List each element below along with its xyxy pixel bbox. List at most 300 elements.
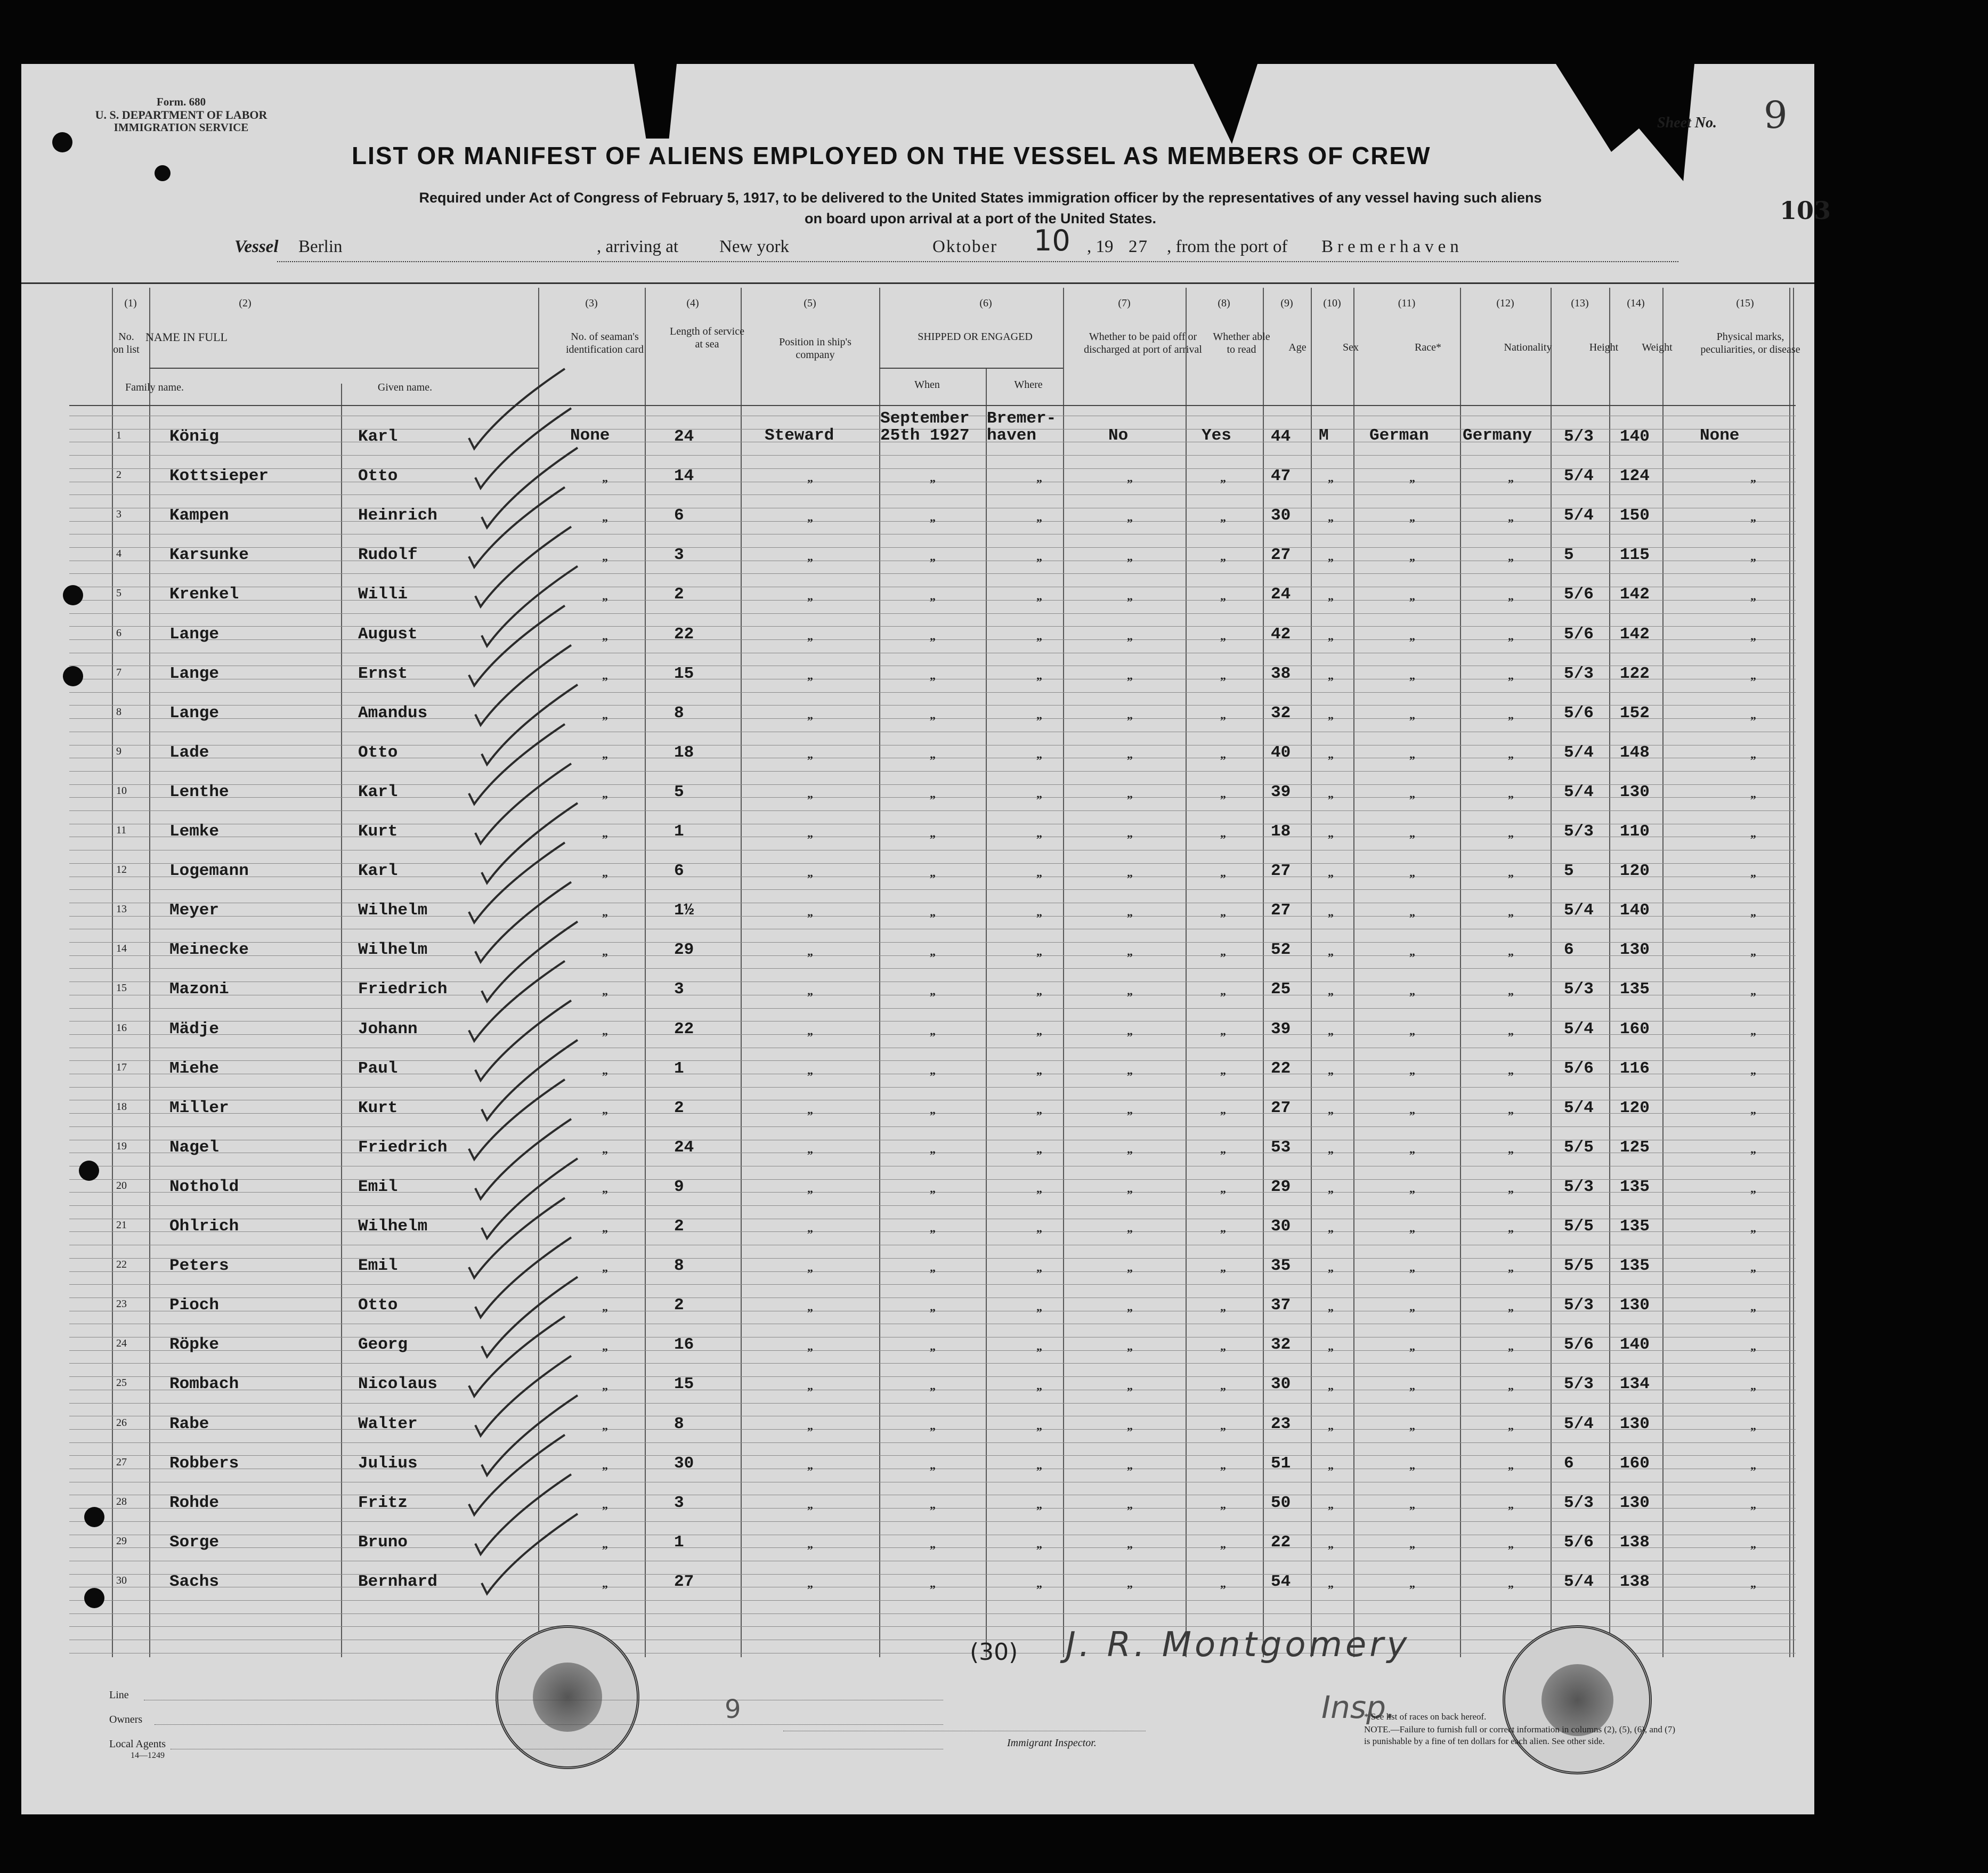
- ditto-card: „: [602, 1497, 608, 1511]
- row-number: 23: [116, 1298, 127, 1310]
- column-number: (6): [979, 297, 992, 309]
- label: Vessel: [234, 237, 279, 256]
- ditto-read: „: [1220, 1024, 1226, 1037]
- age: 39: [1271, 782, 1291, 801]
- column-number: (4): [686, 297, 699, 309]
- departure-port: Bremerhaven: [1321, 237, 1463, 256]
- sheet-number: 9: [1764, 93, 1788, 137]
- age: 47: [1271, 467, 1291, 486]
- weight: 130: [1620, 1296, 1650, 1315]
- height: 5/4: [1564, 1098, 1594, 1117]
- check-mark: [469, 1198, 565, 1278]
- ditto-race: „: [1409, 589, 1415, 603]
- ditto-card: „: [602, 1181, 608, 1195]
- ditto-when: „: [930, 1576, 936, 1590]
- age: 27: [1271, 1098, 1291, 1117]
- ditto-marks: „: [1750, 510, 1756, 524]
- given-name: Walter: [358, 1414, 418, 1433]
- height: 5/3: [1564, 664, 1594, 683]
- height: 5/4: [1564, 1019, 1594, 1039]
- ditto-nationality: „: [1508, 1102, 1514, 1116]
- consulate-seal: [496, 1625, 639, 1769]
- ditto-nationality: „: [1508, 1261, 1514, 1275]
- age: 54: [1271, 1572, 1291, 1591]
- ditto-marks: „: [1750, 708, 1756, 721]
- weight: 148: [1620, 743, 1650, 762]
- ditto-card: „: [602, 668, 608, 682]
- ditto-read: „: [1220, 1181, 1226, 1195]
- given-name: Otto: [358, 467, 398, 486]
- height: 5/6: [1564, 625, 1594, 644]
- height: 5/3: [1564, 1177, 1594, 1196]
- ditto-when: „: [930, 1102, 936, 1116]
- manifest-sheet: [21, 64, 1831, 1814]
- first-row-paid-off: No: [1108, 426, 1129, 445]
- ditto-where: „: [1036, 1537, 1042, 1551]
- ditto-position: „: [807, 1181, 813, 1195]
- ditto-card: „: [602, 1576, 608, 1590]
- ditto-sex: „: [1328, 747, 1334, 761]
- ditto-nationality: „: [1508, 510, 1514, 524]
- row-number: 17: [116, 1061, 127, 1073]
- family-name: Lange: [169, 625, 220, 644]
- family-name: Sachs: [169, 1572, 220, 1591]
- form-code: 14—1249: [131, 1751, 165, 1760]
- family-name: Meinecke: [169, 940, 249, 960]
- length-service: 6: [674, 862, 684, 881]
- ditto-read: „: [1220, 1340, 1226, 1353]
- height: 6: [1564, 940, 1574, 960]
- height: 5/3: [1564, 427, 1594, 446]
- col-able-read: Whether able to read: [1213, 331, 1270, 355]
- first-row-race: German: [1369, 426, 1429, 445]
- height: 6: [1564, 1454, 1574, 1473]
- check-mark: [469, 961, 565, 1041]
- column-number: (15): [1736, 297, 1754, 309]
- ditto-card: „: [602, 984, 608, 998]
- ditto-position: „: [807, 1576, 813, 1590]
- ditto-paid-off: „: [1127, 905, 1133, 919]
- ditto-where: „: [1036, 1261, 1042, 1275]
- ditto-where: „: [1036, 550, 1042, 564]
- ditto-marks: „: [1750, 945, 1756, 959]
- length-service: 2: [674, 1296, 684, 1315]
- ditto-nationality: „: [1508, 708, 1514, 721]
- punch-hole: [79, 1161, 99, 1181]
- ditto-card: „: [602, 1537, 608, 1551]
- length-service: 8: [674, 1414, 684, 1433]
- given-name: Karl: [358, 862, 398, 881]
- ditto-paid-off: „: [1127, 1379, 1133, 1393]
- ditto-position: „: [807, 1379, 813, 1393]
- ditto-position: „: [807, 1024, 813, 1037]
- note-penalty: NOTE.—Failure to furnish full or correct information in columns (2), (5), (6), and (7): [1364, 1724, 1675, 1734]
- ditto-read: „: [1220, 905, 1226, 919]
- first-row-sex: M: [1319, 426, 1329, 445]
- family-name: Kampen: [169, 506, 229, 525]
- ditto-where: „: [1036, 787, 1042, 800]
- ditto-where: „: [1036, 826, 1042, 840]
- given-name: Emil: [358, 1177, 398, 1196]
- check-mark: [475, 1001, 571, 1081]
- ditto-marks: „: [1750, 1379, 1756, 1393]
- ditto-sex: „: [1328, 1379, 1334, 1393]
- ditto-marks: „: [1750, 1340, 1756, 1353]
- given-name: Rudolf: [358, 546, 418, 565]
- ditto-race: „: [1409, 1340, 1415, 1353]
- ditto-paid-off: „: [1127, 1300, 1133, 1314]
- row-number: 15: [116, 982, 127, 994]
- ditto-when: „: [930, 589, 936, 603]
- col-weight: Weight: [1642, 342, 1673, 353]
- col-position: Position in ship's company: [779, 336, 851, 361]
- punch-hole: [63, 585, 83, 605]
- ditto-paid-off: „: [1127, 1418, 1133, 1432]
- note-races: * See list of races on back hereof.: [1364, 1712, 1487, 1722]
- age: 27: [1271, 862, 1291, 881]
- age: 23: [1271, 1414, 1291, 1433]
- weight: 135: [1620, 1256, 1650, 1276]
- ditto-read: „: [1220, 1458, 1226, 1472]
- ditto-marks: „: [1750, 668, 1756, 682]
- ditto-position: „: [807, 589, 813, 603]
- ditto-paid-off: „: [1127, 668, 1133, 682]
- length-service: 1: [674, 1059, 684, 1078]
- given-name: Bernhard: [358, 1572, 437, 1591]
- ditto-card: „: [602, 787, 608, 800]
- family-name: Miehe: [169, 1059, 220, 1078]
- ditto-card: „: [602, 589, 608, 603]
- ditto-nationality: „: [1508, 1300, 1514, 1314]
- age: 30: [1271, 506, 1291, 525]
- ditto-race: „: [1409, 510, 1415, 524]
- first-row-read: Yes: [1202, 426, 1231, 445]
- weight: 115: [1620, 546, 1650, 565]
- weight: 130: [1620, 940, 1650, 960]
- punch-hole: [63, 666, 83, 686]
- length-service: 27: [674, 1572, 694, 1591]
- ditto-read: „: [1220, 708, 1226, 721]
- ditto-card: „: [602, 1102, 608, 1116]
- ditto-sex: „: [1328, 708, 1334, 721]
- first-row-position: Steward: [765, 426, 834, 445]
- age: 32: [1271, 1335, 1291, 1355]
- ditto-race: „: [1409, 826, 1415, 840]
- ditto-card: „: [602, 471, 608, 485]
- ditto-position: „: [807, 945, 813, 959]
- length-service: 15: [674, 664, 694, 683]
- ditto-card: „: [602, 905, 608, 919]
- age: 24: [1271, 585, 1291, 604]
- ditto-race: „: [1409, 984, 1415, 998]
- age: 44: [1271, 427, 1291, 446]
- ditto-where: „: [1036, 1063, 1042, 1077]
- check-mark: [469, 842, 565, 922]
- height: 5/4: [1564, 782, 1594, 801]
- ditto-card: „: [602, 866, 608, 880]
- length-service: 29: [674, 940, 694, 960]
- ditto-paid-off: „: [1127, 866, 1133, 880]
- given-name: Emil: [358, 1256, 398, 1276]
- inspector-signature: J. R. Montgomery: [1066, 1625, 1410, 1665]
- column-number: (10): [1323, 297, 1341, 309]
- length-service: 9: [674, 1177, 684, 1196]
- ditto-race: „: [1409, 668, 1415, 682]
- given-name: Nicolaus: [358, 1375, 437, 1394]
- ditto-sex: „: [1328, 1063, 1334, 1077]
- ditto-paid-off: „: [1127, 550, 1133, 564]
- ditto-when: „: [930, 550, 936, 564]
- ditto-paid-off: „: [1127, 471, 1133, 485]
- row-number: 30: [116, 1574, 127, 1586]
- ditto-sex: „: [1328, 1418, 1334, 1432]
- given-name: Karl: [358, 782, 398, 801]
- ditto-sex: „: [1328, 1300, 1334, 1314]
- check-mark: [475, 1119, 571, 1199]
- ditto-race: „: [1409, 1497, 1415, 1511]
- check-mark: [469, 1435, 565, 1515]
- age: 53: [1271, 1138, 1291, 1157]
- given-name: August: [358, 625, 418, 644]
- weight: 130: [1620, 1493, 1650, 1512]
- given-name: Wilhelm: [358, 1217, 428, 1236]
- height: 5/6: [1564, 1059, 1594, 1078]
- family-name: König: [169, 427, 220, 446]
- ditto-where: „: [1036, 1221, 1042, 1235]
- ditto-position: „: [807, 471, 813, 485]
- length-service: 8: [674, 1256, 684, 1276]
- note-penalty-cont: is punishable by a fine of ten dollars for each alien. See other side.: [1364, 1736, 1605, 1746]
- ditto-nationality: „: [1508, 787, 1514, 800]
- ditto-race: „: [1409, 1300, 1415, 1314]
- ditto-race: „: [1409, 905, 1415, 919]
- height: 5/4: [1564, 506, 1594, 525]
- ditto-card: „: [602, 550, 608, 564]
- ditto-card: „: [602, 510, 608, 524]
- ditto-read: „: [1220, 1418, 1226, 1432]
- length-service: 22: [674, 1019, 694, 1039]
- ditto-read: „: [1220, 787, 1226, 800]
- family-name: Rombach: [169, 1375, 239, 1394]
- ditto-marks: „: [1750, 550, 1756, 564]
- ditto-where: „: [1036, 945, 1042, 959]
- ditto-nationality: „: [1508, 945, 1514, 959]
- ditto-nationality: „: [1508, 1181, 1514, 1195]
- ditto-where: „: [1036, 747, 1042, 761]
- ditto-sex: „: [1328, 1024, 1334, 1037]
- col-length-service: Length of service at sea: [670, 326, 744, 350]
- ditto-paid-off: „: [1127, 1102, 1133, 1116]
- ditto-where: „: [1036, 866, 1042, 880]
- family-name: Rabe: [169, 1414, 209, 1433]
- ditto-sex: „: [1328, 1537, 1334, 1551]
- ditto-position: „: [807, 1221, 813, 1235]
- ditto-sex: „: [1328, 589, 1334, 603]
- weight: 110: [1620, 822, 1650, 841]
- weight: 140: [1620, 1335, 1650, 1355]
- ditto-paid-off: „: [1127, 826, 1133, 840]
- ditto-card: „: [602, 629, 608, 643]
- family-name: Lade: [169, 743, 209, 762]
- column-number: (7): [1118, 297, 1131, 309]
- height: 5/3: [1564, 1375, 1594, 1394]
- ditto-read: „: [1220, 1537, 1226, 1551]
- ditto-nationality: „: [1508, 471, 1514, 485]
- ditto-race: „: [1409, 1102, 1415, 1116]
- ditto-marks: „: [1750, 1181, 1756, 1195]
- ditto-when: „: [930, 905, 936, 919]
- ditto-position: „: [807, 905, 813, 919]
- ditto-where: „: [1036, 668, 1042, 682]
- row-number: 3: [116, 508, 121, 521]
- family-name: Lange: [169, 664, 220, 683]
- row-number: 1: [116, 429, 121, 441]
- row-number: 25: [116, 1377, 127, 1389]
- check-mark: [469, 1316, 565, 1396]
- column-number: (3): [585, 297, 598, 309]
- length-service: 5: [674, 782, 684, 801]
- ditto-where: „: [1036, 1576, 1042, 1590]
- height: 5/3: [1564, 822, 1594, 841]
- ditto-where: „: [1036, 905, 1042, 919]
- family-name: Pioch: [169, 1296, 220, 1315]
- ditto-when: „: [930, 1142, 936, 1156]
- ditto-nationality: „: [1508, 1340, 1514, 1353]
- check-mark: [475, 1356, 571, 1436]
- ditto-card: „: [602, 1063, 608, 1077]
- height: 5: [1564, 862, 1574, 881]
- ditto-marks: „: [1750, 471, 1756, 485]
- ditto-position: „: [807, 866, 813, 880]
- weight: 135: [1620, 980, 1650, 999]
- first-row-nationality: Germany: [1463, 426, 1532, 445]
- weight: 130: [1620, 782, 1650, 801]
- first-row-where2: haven: [987, 426, 1037, 445]
- weight: 142: [1620, 625, 1650, 644]
- check-mark: [469, 369, 565, 449]
- row-number: 2: [116, 469, 121, 481]
- ditto-sex: „: [1328, 668, 1334, 682]
- ditto-where: „: [1036, 1497, 1042, 1511]
- length-service: 22: [674, 625, 694, 644]
- ditto-read: „: [1220, 629, 1226, 643]
- weight: 150: [1620, 506, 1650, 525]
- ditto-race: „: [1409, 1221, 1415, 1235]
- length-service: 16: [674, 1335, 694, 1355]
- age: 22: [1271, 1533, 1291, 1552]
- ditto-position: „: [807, 1458, 813, 1472]
- ditto-marks: „: [1750, 905, 1756, 919]
- weight: 142: [1620, 585, 1650, 604]
- ditto-marks: „: [1750, 1300, 1756, 1314]
- ditto-race: „: [1409, 471, 1415, 485]
- ditto-marks: „: [1750, 826, 1756, 840]
- ditto-nationality: „: [1508, 984, 1514, 998]
- punch-hole: [84, 1588, 104, 1608]
- ditto-race: „: [1409, 866, 1415, 880]
- ditto-read: „: [1220, 1102, 1226, 1116]
- family-name: Lemke: [169, 822, 220, 841]
- ditto-read: „: [1220, 589, 1226, 603]
- length-service: 3: [674, 546, 684, 565]
- ditto-race: „: [1409, 787, 1415, 800]
- vessel-name: Berlin: [298, 237, 343, 256]
- ditto-paid-off: „: [1127, 1340, 1133, 1353]
- col-where: Where: [1014, 379, 1043, 391]
- row-number: 10: [116, 784, 127, 797]
- from-label: , from the port of: [1167, 237, 1288, 256]
- col-race: Race*: [1415, 342, 1441, 353]
- family-name: Ohlrich: [169, 1217, 239, 1236]
- given-name: Karl: [358, 427, 398, 446]
- length-service: 3: [674, 1493, 684, 1512]
- ditto-paid-off: „: [1127, 708, 1133, 721]
- ditto-read: „: [1220, 984, 1226, 998]
- row-number: 13: [116, 903, 127, 915]
- row-number: 18: [116, 1100, 127, 1113]
- row-number: 11: [116, 824, 127, 836]
- height: 5/4: [1564, 901, 1594, 920]
- length-service: 8: [674, 703, 684, 723]
- height: 5/6: [1564, 703, 1594, 723]
- height: 5/4: [1564, 1572, 1594, 1591]
- ditto-sex: „: [1328, 984, 1334, 998]
- ditto-nationality: „: [1508, 905, 1514, 919]
- row-number: 9: [116, 745, 121, 757]
- ditto-marks: „: [1750, 866, 1756, 880]
- row-number: 8: [116, 706, 121, 718]
- ditto-paid-off: „: [1127, 1181, 1133, 1195]
- ditto-sex: „: [1328, 1221, 1334, 1235]
- family-name: Meyer: [169, 901, 220, 920]
- handwritten-page-mark: 9: [725, 1694, 741, 1724]
- ditto-marks: „: [1750, 1458, 1756, 1472]
- ditto-sex: „: [1328, 1181, 1334, 1195]
- height: 5/5: [1564, 1138, 1594, 1157]
- ditto-paid-off: „: [1127, 1024, 1133, 1037]
- ditto-position: „: [807, 984, 813, 998]
- ditto-read: „: [1220, 510, 1226, 524]
- ditto-marks: „: [1750, 1261, 1756, 1275]
- ditto-position: „: [807, 1340, 813, 1353]
- ditto-read: „: [1220, 866, 1226, 880]
- ditto-marks: „: [1750, 1142, 1756, 1156]
- given-name: Otto: [358, 1296, 398, 1315]
- given-name: Kurt: [358, 822, 398, 841]
- col-family-name: Family name.: [125, 382, 184, 393]
- ditto-when: „: [930, 1340, 936, 1353]
- height: 5/3: [1564, 1296, 1594, 1315]
- check-mark: [475, 764, 571, 844]
- ditto-marks: „: [1750, 1221, 1756, 1235]
- weight: 130: [1620, 1414, 1650, 1433]
- ditto-read: „: [1220, 668, 1226, 682]
- handwritten-count: (30): [970, 1639, 1018, 1666]
- height: 5/4: [1564, 743, 1594, 762]
- col-given-name: Given name.: [377, 382, 433, 393]
- col-id-card: No. of seaman's identification card: [565, 331, 644, 355]
- given-name: Wilhelm: [358, 901, 428, 920]
- ditto-race: „: [1409, 1418, 1415, 1432]
- ditto-race: „: [1409, 1142, 1415, 1156]
- weight: 160: [1620, 1454, 1650, 1473]
- ditto-when: „: [930, 787, 936, 800]
- family-name: Karsunke: [169, 546, 249, 565]
- ditto-where: „: [1036, 1418, 1042, 1432]
- given-name: Ernst: [358, 664, 408, 683]
- ditto-marks: „: [1750, 1576, 1756, 1590]
- ditto-where: „: [1036, 1340, 1042, 1353]
